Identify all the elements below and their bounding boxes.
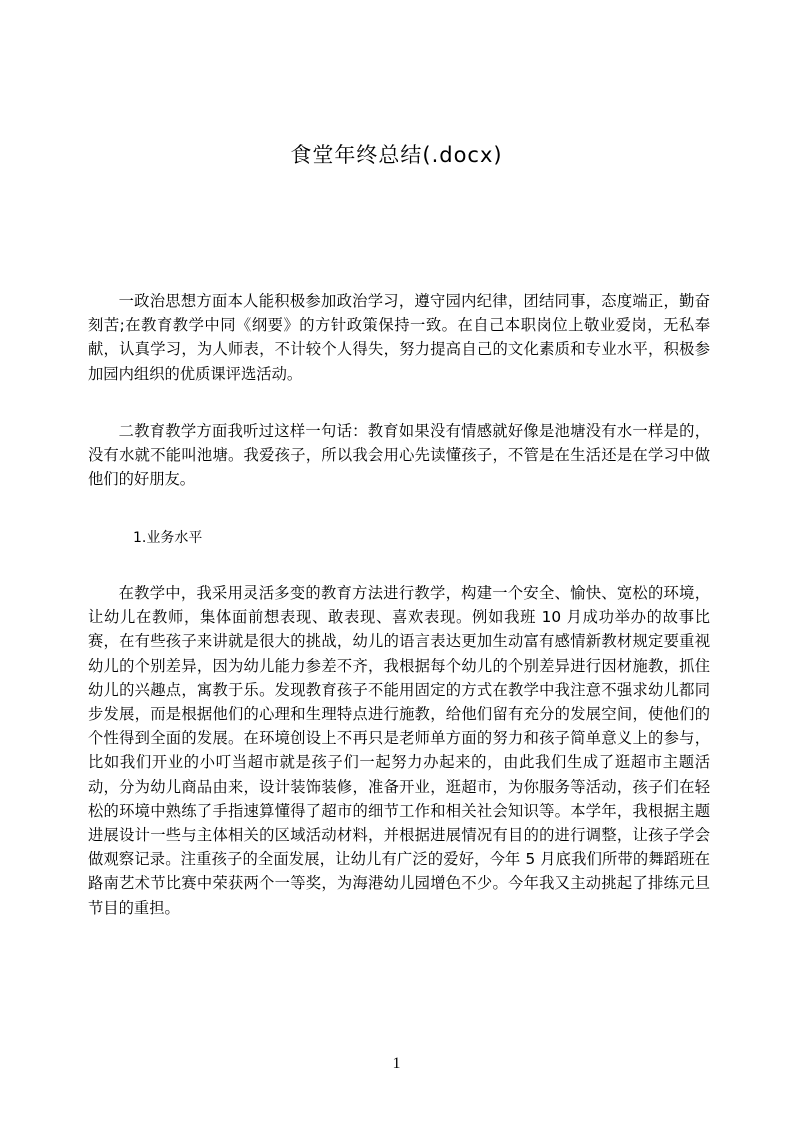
document-title: 食堂年终总结(.docx) xyxy=(290,143,503,167)
paragraph-teaching: 二教育教学方面我听过这样一句话：教育如果没有情感就好像是池塘没有水一样是的，没有水就不能叫池塘。我爱孩子，所以我会用心先读懂孩子，不管是在生活还是在学习中做他们的好朋友。 xyxy=(88,422,710,489)
paragraph-political: 一政治思想方面本人能积极参加政治学习，遵守园内纪律，团结同事，态度端正，勤奋刻苦;在教育教学中同《纲要》的方针政策保持一致。在自己本职岗位上敬业爱岗，无私奉献，认真学习，为人师表，不计较个人得失，努力提高自己的文化素质和专业水平，积极参加园内组织的优质课评选活动。 xyxy=(88,292,710,383)
page-number: 1 xyxy=(392,1055,401,1072)
paragraph-business-level: 在教学中，我采用灵活多变的教育方法进行教学，构建一个安全、愉快、宽松的环境，让幼儿在教师，集体面前想表现、敢表现、喜欢表现。例如我班 10 月成功举办的故事比赛，在有些孩子来讲就是很大的挑战，幼儿的语言表达更加生动富有感情新教材规定要重视幼儿的个别差异，因为幼儿能力参差不齐，我根据每个幼儿的个别差异进行因材施教，抓住幼儿的兴趣点，寓教于乐。发现教育孩子不能用固定的方式在教学中我注意不强求幼儿都同步发展，而是根据他们的心理和生理特点进行施教，给他们留有充分的发展空间，使他们的个性得到全面的发展。在环境创设上不再只是老师单方面的努力和孩子简单意义上的参与，比如我们开业的小叮当超市就是孩子们一起努力办起来的，由此我们生成了逛超市主题活动，分为幼儿商品由来，设计装饰装修，准备开业，逛超市，为你服务等活动，孩子们在轻松的环境中熟练了手指速算懂得了超市的细节工作和相关社会知识等。本学年，我根据主题进展设计一些与主体相关的区域活动材料，并根据进展情况有目的的进行调整，让孩子学会做观察记录。注重孩子的全面发展，让幼儿有广泛的爱好，今年 5 月底我们所带的舞蹈班在路南艺术节比赛中荣获两个一等奖，为海港幼儿园增色不少。今年我又主动挑起了排练元旦节目的重担。 xyxy=(88,584,710,917)
section-heading: 1.业务水平 xyxy=(133,530,203,546)
